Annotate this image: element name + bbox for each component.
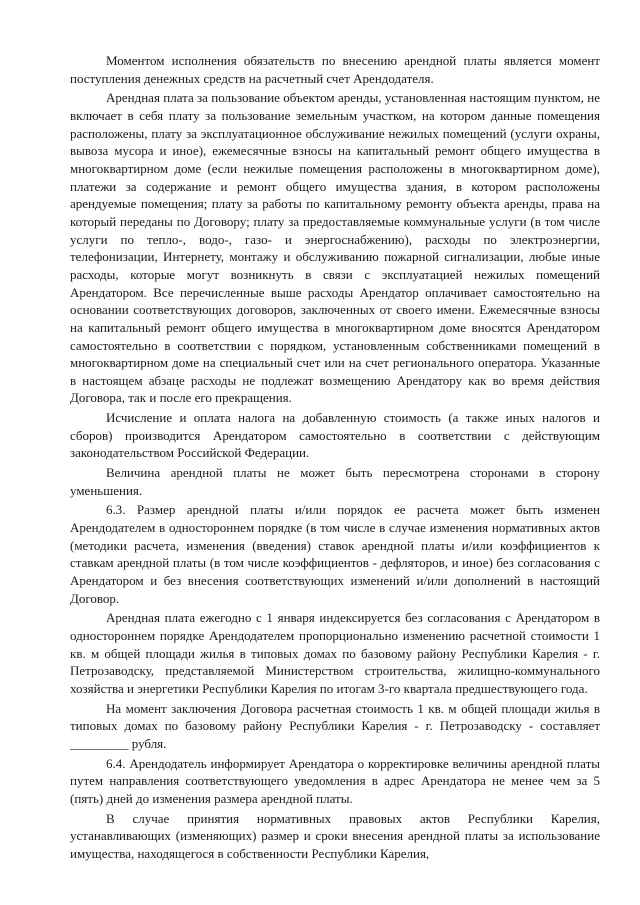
- paragraph-clause-6-3: 6.3. Размер арендной платы и/или порядок ее расчета может быть изменен Арендодателем в одностороннем порядке (в том числе в случае изменения нормативных актов (методики расчета, изменения (введения) ставок арендной платы и/или коэффициентов к ставкам арендной платы (в том числе коэффициентов - дефляторов, и иное) без согласования с Арендатором и без внесения соответствующих изменений и/или дополнений в настоящий Договор.: [70, 502, 600, 606]
- paragraph-regulatory-acts: В случае принятия нормативных правовых актов Республики Карелия, устанавливающих (изменяющих) размер и сроки внесения арендной платы за использование имущества, находящегося в собственности Республики Карелия,: [70, 810, 600, 861]
- document-page: [70, 52, 600, 865]
- paragraph-cost-per-sqm: На момент заключения Договора расчетная стоимость 1 кв. м общей площади жилья в типовых домах по базовому району Республики Карелия - г. Петрозаводску - составляет _________ рубля.: [70, 700, 600, 751]
- paragraph-indexation: Арендная плата ежегодно с 1 января индексируется без согласования с Арендатором в одностороннем порядке Арендодателем пропорционально изменению расчетной стоимости 1 кв. м общей площади жилья в типовых домах по базовому району Республики Карелия - г. Петрозаводску, представляемой Министерством строительства, жилищно-коммунального хозяйства и энергетики Республики Карелия по итогам 3-го квартала предшествующего года.: [70, 610, 600, 696]
- paragraph-rent-exclusions: Арендная плата за пользование объектом аренды, установленная настоящим пунктом, не включает в себя плату за пользование земельным участком, на котором данные помещения расположены, плату за эксплуатационное обслуживание нежилых помещений (услуги охраны, вывоза мусора и иное), ежемесячные взносы на капитальный ремонт общего имущества в многоквартирном доме (если нежилые помещения расположены в многоквартирном доме), платежи за содержание и ремонт общего имущества здания, в котором расположены арендуемые помещения; плату за работы по капитальному ремонту объекта аренды, права на который переданы по Договору; плату за предоставляемые коммунальные услуги (в том числе услуги по тепло-, водо-, газо- и энергоснабжению), расходы по электроэнергии, телефонизации, Интернету, монтажу и обслуживанию пожарной сигнализации, любые иные расходы, которые могут возникнуть в связи с эксплуатацией нежилых помещений Арендатором. Все перечисленные выше расходы Арендатор оплачивает самостоятельно на основании соответствующих договоров, заключенных от своего имени. Ежемесячные взносы на капитальный ремонт общего имущества в многоквартирном доме вносятся Арендатором самостоятельно в соответствии с порядком, установленным собственниками помещений в многоквартирном доме на специальный счет или на счет регионального оператора. Указанные в настоящем абзаце расходы не подлежат возмещению Арендатору как во время действия Договора, так и после его прекращения.: [70, 90, 600, 406]
- paragraph-payment-moment: Моментом исполнения обязательств по внесению арендной платы является момент поступления денежных средств на расчетный счет Арендодателя.: [70, 53, 600, 86]
- paragraph-clause-6-4: 6.4. Арендодатель информирует Арендатора о корректировке величины арендной платы путем направления соответствующего уведомления в адрес Арендатора не менее чем за 5 (пять) дней до изменения размера арендной платы.: [70, 755, 600, 806]
- paragraph-vat: Исчисление и оплата налога на добавленную стоимость (а также иных налогов и сборов) производится Арендатором самостоятельно в соответствии с действующим законодательством Российской Федерации.: [70, 410, 600, 461]
- paragraph-no-decrease: Величина арендной платы не может быть пересмотрена сторонами в сторону уменьшения.: [70, 465, 600, 498]
